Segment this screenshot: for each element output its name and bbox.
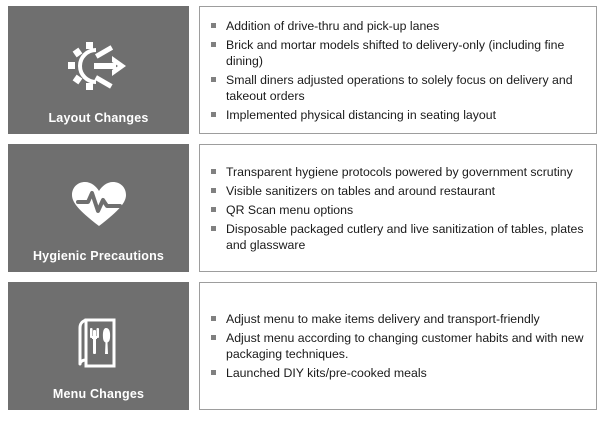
list-item: Transparent hygiene protocols powered by government scrutiny (210, 164, 586, 180)
list-item: Implemented physical distancing in seating layout (210, 107, 586, 123)
bullet-list (210, 164, 586, 253)
list-item: Disposable packaged cutlery and live sanitization of tables, plates and glassware (210, 221, 586, 253)
category-label: Layout Changes (48, 111, 149, 125)
diagram-row (8, 144, 597, 272)
category-label: Menu Changes (52, 387, 145, 401)
bullets-card-layout-changes (199, 6, 597, 134)
list-item: Visible sanitizers on tables and around restaurant (210, 183, 586, 199)
list-item: Addition of drive-thru and pick-up lanes (210, 18, 586, 34)
bullets-card-hygienic-precautions (199, 144, 597, 272)
list-item: Launched DIY kits/pre-cooked meals (210, 365, 586, 381)
list-item: Small diners adjusted operations to solely focus on delivery and takeout orders (210, 72, 586, 104)
list-item: Adjust menu to make items delivery and transport-friendly (210, 311, 586, 327)
list-item: QR Scan menu options (210, 202, 586, 218)
gear-arrow-icon (66, 38, 132, 101)
category-label: Hygienic Precautions (32, 249, 165, 263)
category-card-menu-changes[interactable] (8, 282, 189, 410)
category-card-layout-changes[interactable] (8, 6, 189, 134)
diagram-row (8, 282, 597, 410)
list-item: Brick and mortar models shifted to delivery-only (including fine dining) (210, 37, 586, 69)
diagram-row (8, 6, 597, 134)
bullet-list (210, 18, 586, 123)
category-card-hygienic-precautions[interactable] (8, 144, 189, 272)
bullets-card-menu-changes (199, 282, 597, 410)
menu-cutlery-icon (66, 314, 132, 377)
bullet-list (210, 311, 586, 381)
heart-pulse-icon (66, 176, 132, 239)
list-item: Adjust menu according to changing customer habits and with new packaging techniques. (210, 330, 586, 362)
